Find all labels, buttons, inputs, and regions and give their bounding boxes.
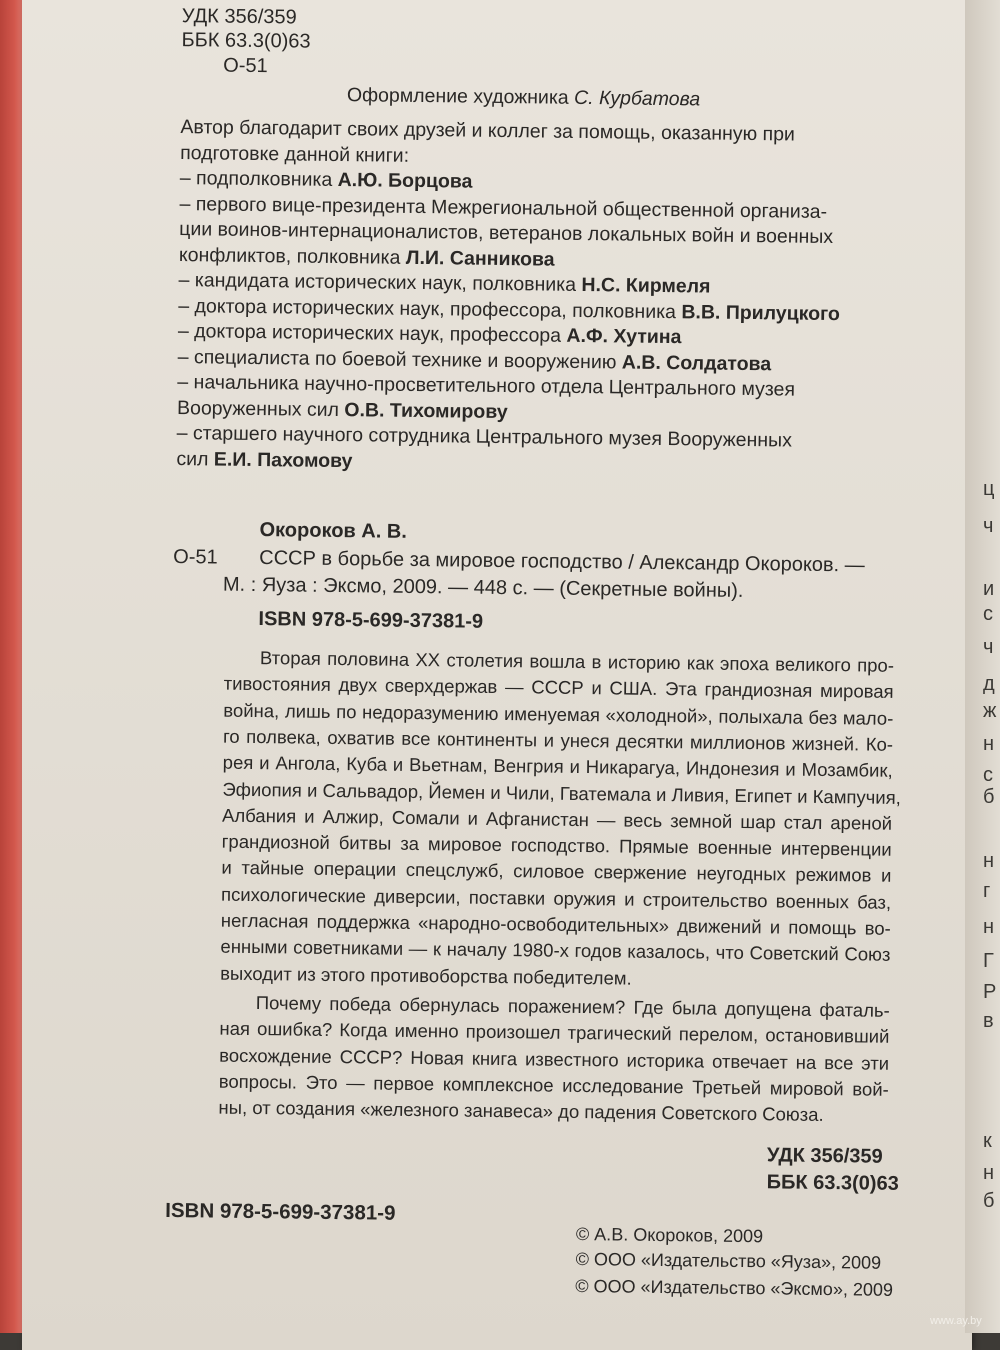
catalog-isbn: ISBN 978-5-699-37381-9 — [258, 608, 484, 633]
adjacent-page-glyph: н — [983, 850, 995, 872]
adjacent-page-glyph: ц — [983, 478, 995, 500]
ack-text: – старшего научного сотрудника Центрального музея Вооруженных — [176, 422, 793, 452]
annotation-line: Вторая половина XX столетия вошла в историю как эпоха великого про- — [259, 647, 895, 676]
ack-item-line — [179, 220, 833, 247]
adjacent-page-glyph: н — [983, 1162, 995, 1184]
ack-text: – начальника научно-просветительного отдела Центрального музея — [177, 371, 796, 401]
annotation-line: ная ошибка? Когда именно произошел трагический перелом, остановивший — [219, 1017, 890, 1047]
adjacent-page-glyph: н — [983, 733, 995, 755]
adjacent-page-glyph: б — [983, 786, 995, 808]
ack-text: конфликтов, полковника — [178, 243, 407, 269]
header-bbk: ББК 63.3(0)63 — [181, 29, 311, 53]
adjacent-page-glyph: с — [983, 603, 993, 625]
annotation-line: восхождение СССР? Новая книга известного историка отвечает на все эти — [219, 1044, 890, 1074]
ack-person-name: В.В. Прилуцкого — [681, 300, 841, 325]
catalog-title-line1: СССР в борьбе за мировое господство / Александр Окороков. — — [259, 547, 865, 577]
catalog-code: О-51 — [173, 546, 218, 569]
copyright-yauza: © ООО «Издательство «Яуза», 2009 — [575, 1248, 882, 1273]
annotation-line: вопросы. Это — первое комплексное исследование Третьей мировой вой- — [218, 1070, 889, 1100]
annotation-line: грандиозной битвы за мировое господство. Прямые военные интервенции — [221, 830, 892, 860]
annotation-line: енными советниками — к началу 1980-х годов казалось, что Советский Союз — [220, 935, 891, 966]
ack-item-line — [179, 192, 828, 223]
ack-text: – специалиста по боевой технике и вооружению — [177, 345, 622, 373]
catalog-author: Окороков А. В. — [259, 519, 408, 543]
footer-udk: УДК 356/359 — [766, 1144, 883, 1168]
adjacent-page-glyph: к — [983, 1130, 992, 1152]
ack-item-line — [176, 396, 508, 423]
ack-person-name: О.В. Тихомирову — [344, 398, 508, 423]
copyright-eksmo: © ООО «Издательство «Эксмо», 2009 — [575, 1275, 894, 1300]
ack-item-line — [176, 447, 353, 472]
adjacent-page-glyph: Г — [983, 950, 994, 972]
ack-item-line — [178, 322, 682, 348]
adjacent-page-glyph: ч — [983, 636, 994, 658]
ack-item-line — [178, 294, 841, 325]
adjacent-page-glyph: Р — [983, 981, 997, 1003]
ack-text: – первого вице-президента Межрегиональной общественной организа- — [179, 192, 828, 223]
header-udk: УДК 356/359 — [181, 5, 297, 29]
catalog-title-line2: М. : Яуза : Эксмо, 2009. — 448 с. — (Секретные войны). — [222, 573, 744, 602]
ack-person-name: А.В. Солдатова — [621, 350, 772, 375]
footer-bbk: ББК 63.3(0)63 — [766, 1171, 899, 1195]
adjacent-page-glyph: г — [983, 880, 991, 902]
ack-person-name: А.Ф. Хутина — [566, 324, 682, 349]
adjacent-page-glyph: н — [983, 916, 995, 938]
ack-intro-line: подготовке данной книги: — [180, 141, 410, 167]
ack-item-line — [180, 169, 473, 192]
ack-item-line — [178, 243, 555, 271]
copyright-author: © А.В. Окороков, 2009 — [575, 1223, 764, 1247]
design-credit — [347, 86, 701, 110]
ack-text: сил — [176, 447, 215, 470]
adjacent-page-glyph: с — [983, 764, 993, 786]
ack-item-line — [177, 345, 772, 375]
annotation-line: психологические диверсии, поставки оружия и строительство военных баз, — [220, 883, 892, 913]
adjacent-page-glyph: ч — [983, 515, 994, 537]
design-credit-prefix: Оформление художника — [346, 84, 569, 109]
annotation-line: негласная поддержка «народно-освободительных» движений и помощь во- — [220, 909, 891, 939]
annotation-line: ны, от создания «железного занавеса» до падения Советского Союза. — [218, 1096, 824, 1126]
header-code: О-51 — [223, 54, 268, 78]
ack-person-name: А.Ю. Борцова — [337, 168, 473, 193]
annotation-line: выходит из этого противоборства победителем. — [220, 962, 632, 989]
ack-text: Вооруженных сил — [176, 396, 345, 421]
ack-person-name: Л.И. Санникова — [405, 246, 555, 271]
footer-isbn: ISBN 978-5-699-37381-9 — [165, 1198, 396, 1225]
watermark: www.ay.by — [930, 1315, 982, 1327]
annotation-line: Почему победа обернулась поражением? Где была допущена фаталь- — [255, 991, 890, 1021]
ack-intro-line: Автор благодарит своих друзей и коллег за помощь, оказанную при — [180, 116, 796, 146]
annotation-line: Албания и Алжир, Сомали и Афганистан — весь земной шар стал ареной — [221, 804, 893, 834]
ack-text: ции воинов-интернационалистов, ветеранов локальных войн и военных — [179, 218, 834, 249]
annotation-line: тивостояния двух сверхдержав — СССР и США. Эта грандиозная мировая — [223, 672, 894, 703]
adjacent-page-glyph: д — [983, 673, 995, 695]
adjacent-page-glyph: в — [983, 1010, 994, 1032]
adjacent-page-glyph: ж — [983, 700, 997, 722]
ack-person-name: Н.С. Кирмеля — [581, 273, 711, 298]
ack-text: – доктора исторических наук, профессора, полковника — [178, 294, 682, 323]
ack-text: – кандидата исторических наук, полковника — [178, 269, 582, 296]
annotation-line: рея и Ангола, Куба и Вьетнам, Венгрия и Никарагуа, Индонезия и Мозамбик, — [222, 751, 893, 781]
ack-item-line — [177, 424, 792, 451]
adjacent-page-glyph: и — [983, 578, 995, 600]
ack-item-line — [178, 271, 710, 297]
design-credit-artist: С. Курбатова — [573, 86, 701, 111]
ack-text: – подполковника — [179, 167, 338, 191]
ack-text: – доктора исторических наук, профессора — [177, 320, 567, 347]
adjacent-page-glyph: б — [983, 1190, 995, 1212]
annotation-line: война, лишь по недоразумению именуемая «холодной», полыхала без мало- — [223, 699, 894, 729]
annotation-line: Эфиопия и Сальвадор, Йемен и Чили, Гватемала и Ливия, Египет и Кампучия, — [222, 778, 902, 808]
ack-person-name: Е.И. Пахомову — [213, 447, 353, 472]
annotation-line: и тайные операции спецслужб, силовое свержение неугодных режимов и — [221, 857, 892, 887]
ack-item-line — [177, 373, 795, 400]
annotation-line: го полвека, охватив все континенты и унеся десятки миллионов жизней. Ко- — [222, 725, 894, 755]
